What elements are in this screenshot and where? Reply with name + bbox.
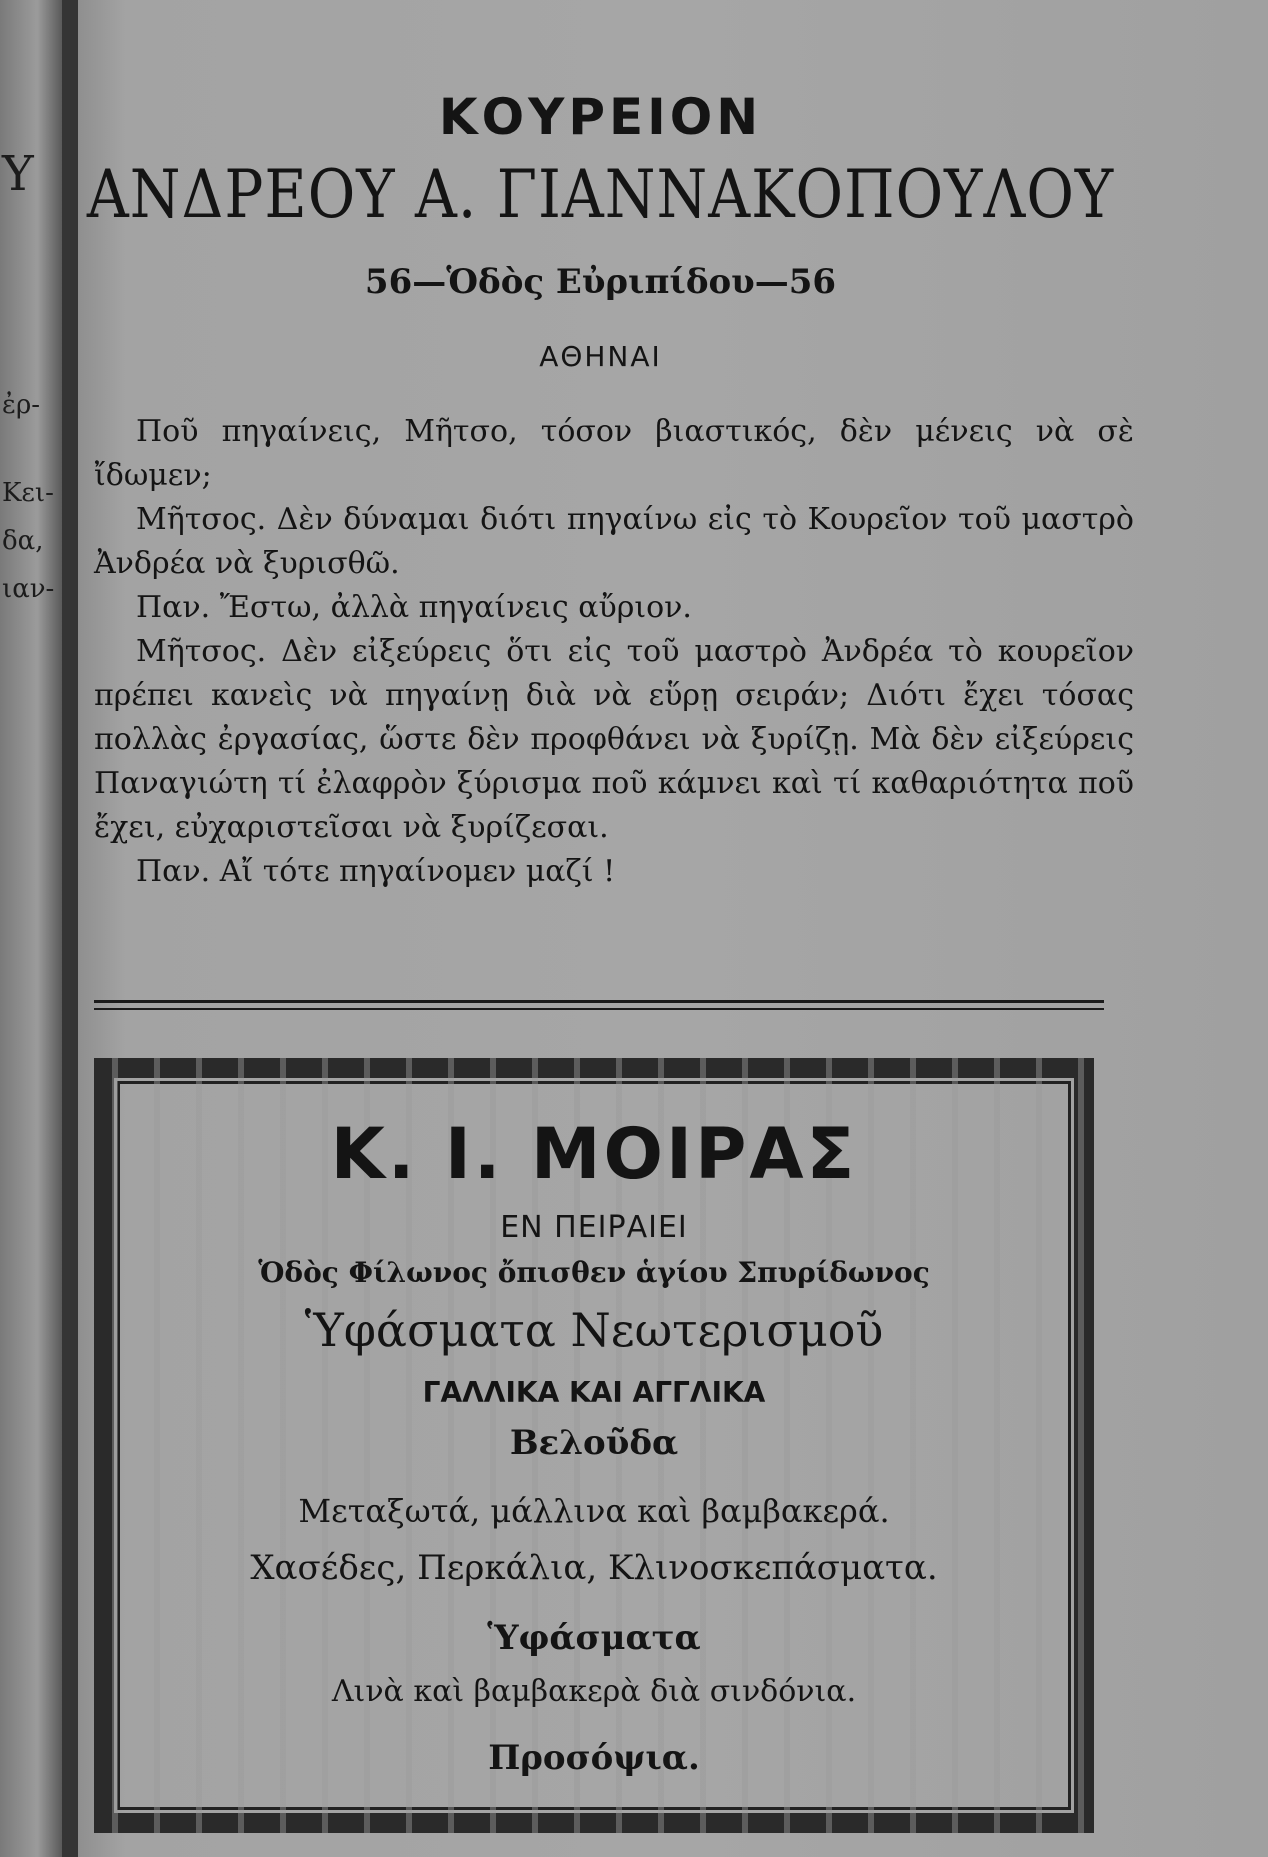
ad-item: Λινὰ καὶ βαμβακερὰ διὰ σινδόνια. bbox=[331, 1674, 857, 1709]
dialogue-line: Παν. Αἴ τότε πηγαίνομεν μαζί ! bbox=[136, 854, 616, 889]
dialogue-line: Παν. Ἔστω, ἀλλὰ πηγαίνεις αὔριον. bbox=[136, 590, 692, 625]
dialogue-text bbox=[94, 410, 1134, 894]
document-page bbox=[78, 0, 1268, 1857]
adjacent-page-fragment bbox=[0, 0, 62, 1857]
shop-address: 56—Ὁδὸς Εὐριπίδου—56 bbox=[364, 262, 837, 302]
ad-city: ΕΝ ΠΕΙΡΑΙΕΙ bbox=[500, 1210, 688, 1245]
ad-merchant-name: Κ. Ι. ΜΟΙΡΑΣ bbox=[330, 1113, 858, 1195]
dialogue-line: Ποῦ πηγαίνεις, Μῆτσο, τόσον βιαστικός, δὲν μένεις νὰ σὲ ἴδωμεν; bbox=[94, 414, 1134, 493]
ad-item: Βελοῦδα bbox=[509, 1423, 679, 1463]
ad-item: Ὑφάσματα bbox=[487, 1618, 701, 1658]
fragment-text: ιαν- bbox=[2, 574, 55, 604]
dialogue-line: Μῆτσος. Δὲν δύναμαι διότι πηγαίνω εἰς τὸ Κουρεῖον τοῦ μαστρὸ Ἀνδρέα νὰ ξυρισθῶ. bbox=[94, 502, 1134, 581]
ad-street: Ὁδὸς Φίλωνος ὄπισθεν ἁγίου Σπυρίδωνος bbox=[258, 1256, 930, 1289]
ad-subheading: ΓΑΛΛΙΚΑ ΚΑΙ ΑΓΓΛΙΚΑ bbox=[422, 1376, 766, 1409]
shop-owner: ΑΝΔΡΕΟΥ Α. ΓΙΑΝΝΑΚΟΠΟΥΛΟΥ bbox=[86, 154, 1115, 234]
ad-heading: Ὑφάσματα Νεωτερισμοῦ bbox=[304, 1303, 884, 1357]
fragment-text: ἐρ- bbox=[2, 390, 41, 420]
fragment-text: δα, bbox=[2, 526, 44, 556]
shop-city: ΑΘΗΝΑΙ bbox=[539, 340, 662, 373]
ad-item: Μεταξωτά, μάλλινα καὶ βαμβακερά. bbox=[298, 1492, 890, 1530]
shop-title: ΚΟΥΡΕΙΟΝ bbox=[438, 88, 763, 146]
advertisement-content bbox=[114, 1078, 1074, 1813]
dialogue-line: Μῆτσος. Δὲν εἰξεύρεις ὅτι εἰς τοῦ μαστρὸ Ἀνδρέα τὸ κουρεῖον πρέπει κανεὶς νὰ πηγαίνῃ διὰ νὰ εὕρῃ σειράν; Διότι ἔχει τόσας πολλὰς ἐργασίας, ὥστε δὲν προφθάνει νὰ ξυρίζῃ. Μὰ δὲν εἰξεύρεις Παναγιώτη τί ἐλαφρὸν ξύρισμα ποῦ κάμνει καὶ τί καθαριότητα ποῦ ἔχει, εὐχαριστεῖσαι νὰ ξυρίζεσαι. bbox=[94, 634, 1134, 845]
fragment-text: Υ bbox=[2, 146, 34, 202]
ad-item: Χασέδες, Περκάλια, Κλινοσκεπάσματα. bbox=[250, 1548, 938, 1588]
fragment-text: Κει- bbox=[2, 478, 54, 508]
divider bbox=[94, 1008, 1104, 1010]
ad-item: Προσόψια. bbox=[488, 1738, 700, 1778]
divider bbox=[94, 1000, 1104, 1003]
advertisement-box bbox=[94, 1058, 1094, 1833]
